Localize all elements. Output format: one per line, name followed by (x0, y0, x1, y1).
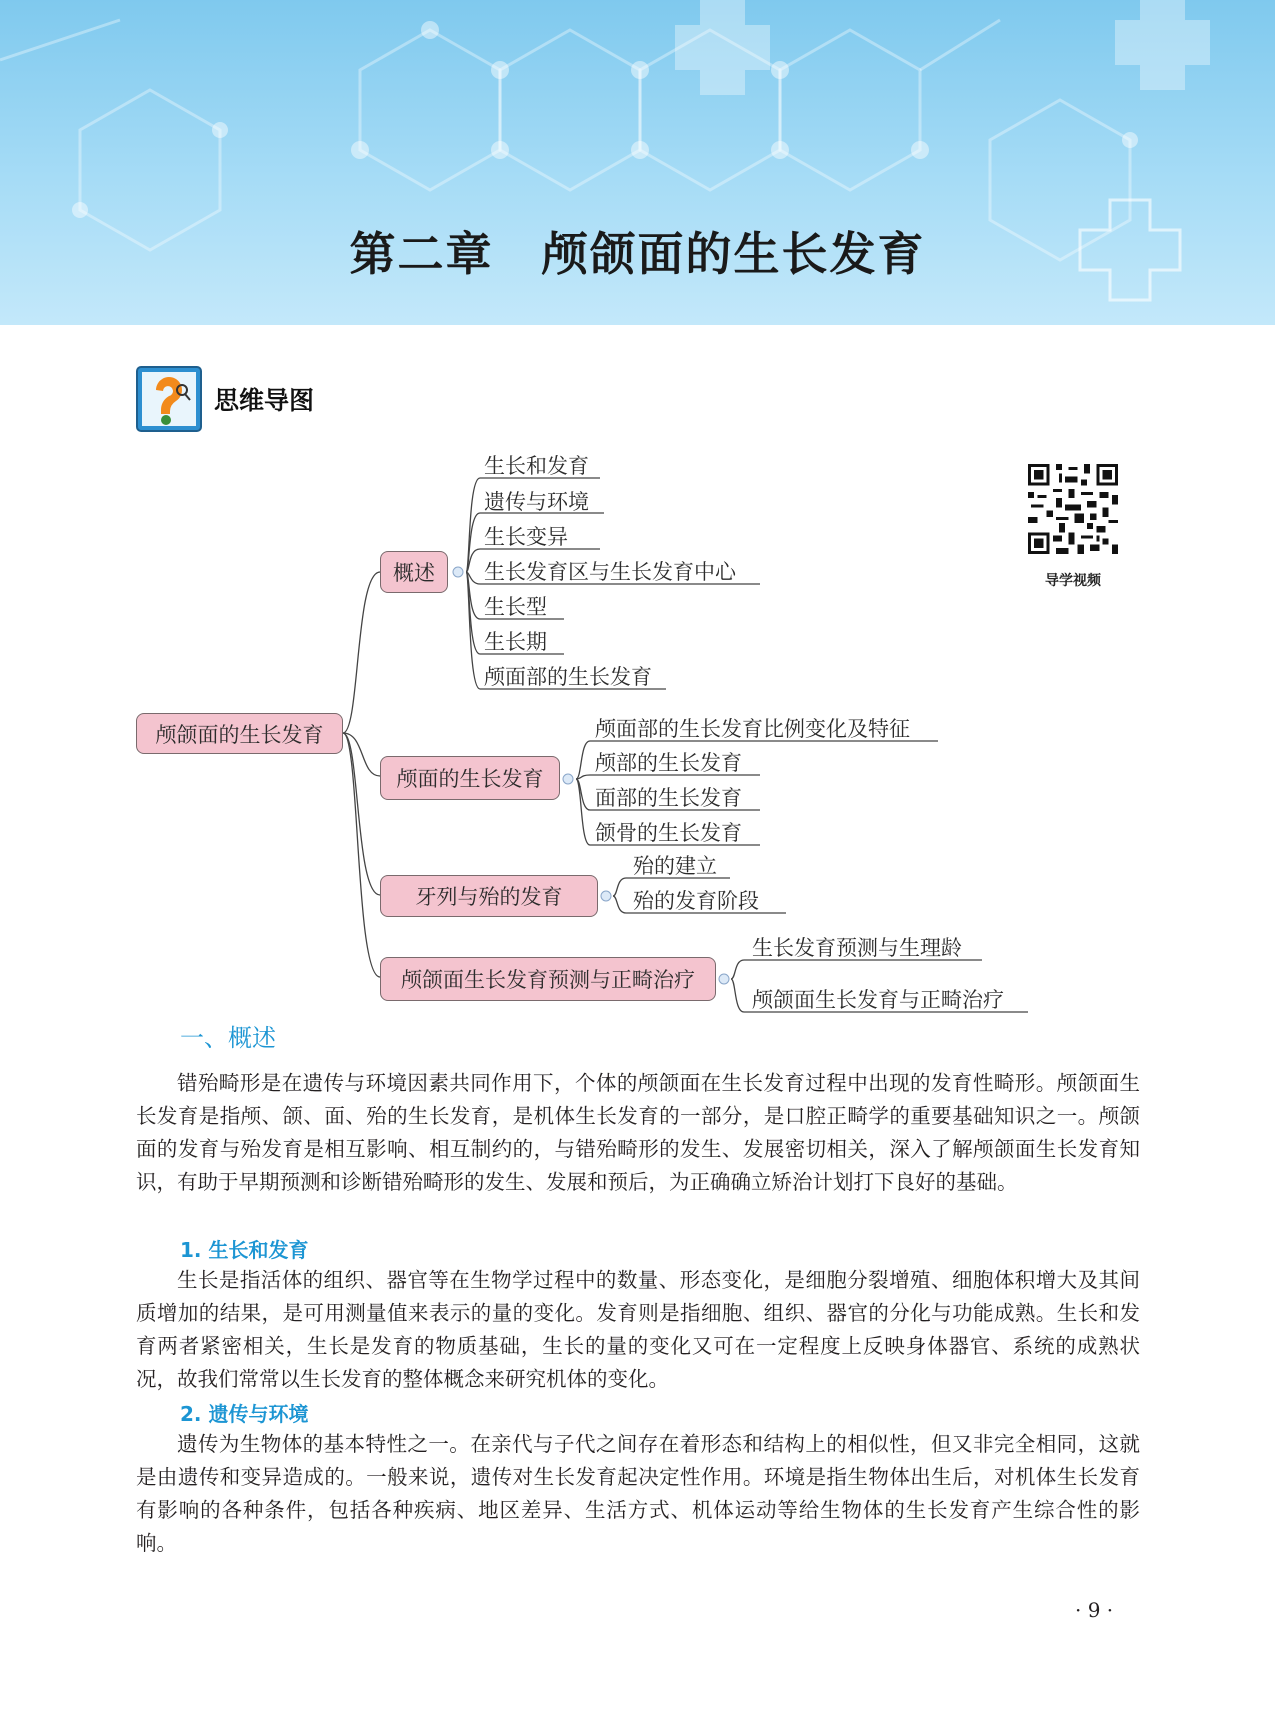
paragraph-intro: 错殆畸形是在遗传与环境因素共同作用下，个体的颅颌面在生长发育过程中出现的发育性畸形。颅颌面生长发育是指颅、颌、面、殆的生长发育，是机体生长发育的一部分，是口腔正畸学的重要基础知识之一。颅颌面的发育与殆发育是相互影响、相互制约的，与错殆畸形的发生、发展密切相关，深入了解颅颌面生长发育知识，有助于早期预测和诊断错殆畸形的发生、发展和预后，为正确确立矫治计划打下良好的基础。 (136, 1071, 1140, 1194)
qr-code-label: 导学视频 (1045, 573, 1101, 589)
mindmap-root-node: 颅颌面的生长发育 (136, 713, 343, 754)
mindmap-leaf: 颅面部的生长发育比例变化及特征 (595, 717, 910, 741)
mindmap-branch-prediction-orthodontics: 颅颌面生长发育预测与正畸治疗 (380, 957, 716, 1001)
mindmap-branch-dentition-occlusion: 牙列与殆的发育 (380, 875, 598, 917)
mindmap-leaf: 生长期 (484, 630, 547, 654)
mindmap-leaf: 殆的建立 (633, 854, 717, 878)
mindmap-branch-craniofacial-growth: 颅面的生长发育 (380, 756, 560, 800)
mindmap-branch-overview: 概述 (380, 551, 448, 593)
mindmap-leaf: 颅颌面生长发育与正畸治疗 (752, 988, 1004, 1012)
mindmap-leaf: 生长和发育 (484, 454, 589, 478)
mindmap-leaf: 殆的发育阶段 (633, 889, 759, 913)
mindmap-question-icon (136, 366, 202, 432)
mindmap-label: 思维导图 (214, 386, 315, 415)
mindmap-leaf: 生长发育区与生长发育中心 (484, 560, 736, 584)
chapter-banner (0, 0, 1275, 325)
mindmap-leaf: 生长发育预测与生理龄 (752, 936, 962, 960)
section-title-overview: 一、概述 (180, 1024, 276, 1052)
mindmap-leaf: 颅面部的生长发育 (484, 665, 652, 689)
subsection-title-heredity-environment: 2. 遗传与环境 (180, 1402, 309, 1426)
paragraph-heredity-environment: 遗传为生物体的基本特性之一。在亲代与子代之间存在着形态和结构上的相似性，但又非完全相同，这就是由遗传和变异造成的。一般来说，遗传对生长发育起决定性作用。环境是指生物体出生后，对机体生长发育有影响的各种条件，包括各种疾病、地区差异、生活方式、机体运动等给生物体的生长发育产生综合性的影响。 (136, 1432, 1140, 1555)
page-number: · 9 · (1075, 1598, 1114, 1622)
mindmap-leaf: 生长型 (484, 595, 547, 619)
mindmap-leaf: 生长变异 (484, 525, 568, 549)
mindmap-leaf: 面部的生长发育 (595, 786, 742, 810)
mindmap-leaf: 颌骨的生长发育 (595, 821, 742, 845)
mindmap-leaf: 遗传与环境 (484, 490, 589, 514)
mindmap-leaf: 颅部的生长发育 (595, 751, 742, 775)
qr-code-icon[interactable] (1028, 464, 1118, 554)
paragraph-growth-development: 生长是指活体的组织、器官等在生物学过程中的数量、形态变化，是细胞分裂增殖、细胞体积增大及其间质增加的结果，是可用测量值来表示的量的变化。发育则是指细胞、组织、器官的分化与功能成熟。生长和发育两者紧密相关，生长是发育的物质基础，生长的量的变化又可在一定程度上反映身体器官、系统的成熟状况，故我们常常以生长发育的整体概念来研究机体的变化。 (136, 1268, 1140, 1391)
chapter-title: 第二章 颅颌面的生长发育 (349, 227, 926, 281)
subsection-title-growth-development: 1. 生长和发育 (180, 1238, 309, 1262)
